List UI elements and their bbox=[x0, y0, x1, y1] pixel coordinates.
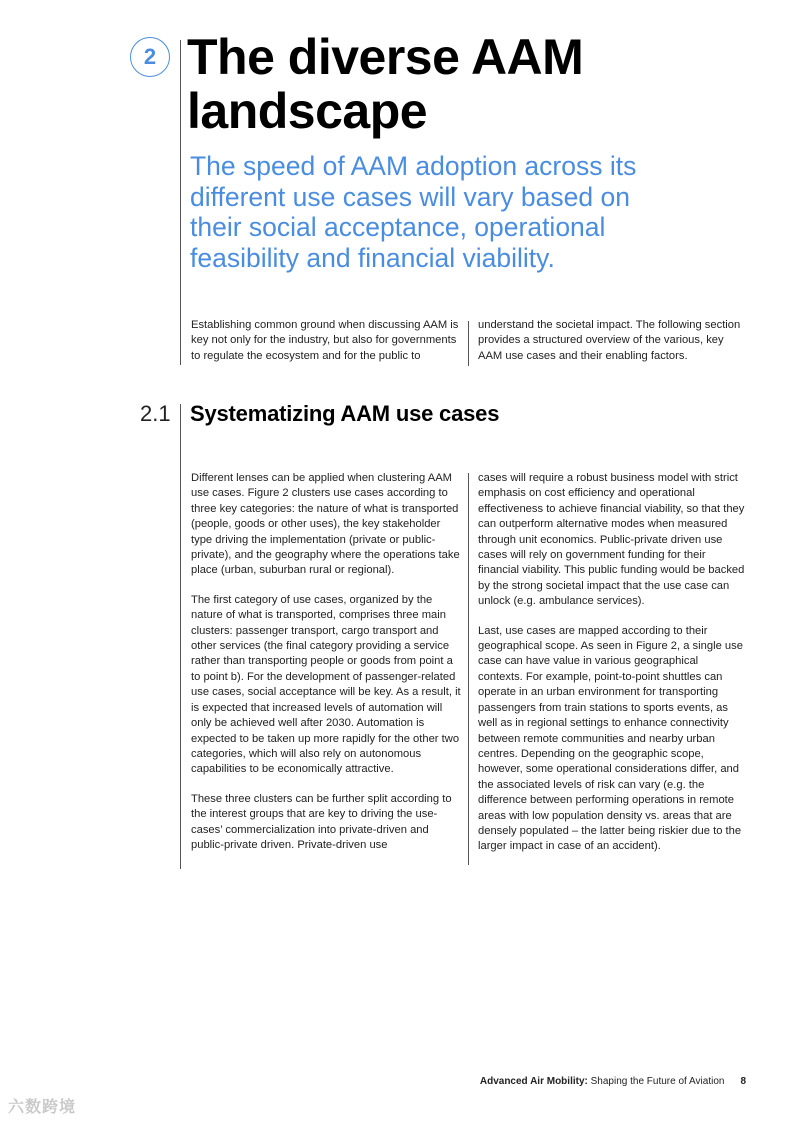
body-paragraph: The first category of use cases, organized by the nature of what is transported, comprises three main clusters: passenger transport, cargo transport and other services (the final category providing a service rather than transporting people or goods from point a to point b). For the development of passenger-related use cases, social acceptance will be key. As a result, it is expected that increased levels of automation will only be achieved well after 2030. Automation is expected to be taken up more rapidly for the other two categories, which will also rely on autonomous capabilities to be economically attractive. bbox=[191, 593, 461, 776]
section-column-right bbox=[478, 471, 746, 869]
chapter-number: 2 bbox=[143, 44, 157, 69]
body-paragraph: cases will require a robust business model with strict emphasis on cost efficiency and operational effectiveness to achieve financial viability, so that they can outperform alternative modes when measured through unit economics. Public-private driven use cases will rely on government funding for their financial viability. This public funding would be backed by the strong societal impact that the use case can unlock (e.g. ambulance services). bbox=[478, 472, 745, 608]
page-title: The diverse AAM landscape bbox=[187, 29, 584, 139]
chapter-number-badge bbox=[130, 37, 170, 77]
intro-column-left bbox=[191, 318, 461, 378]
section-number: 2.1 bbox=[140, 401, 171, 426]
intro-paragraph: Establishing common ground when discussing AAM is key not only for the industry, but also for governments to regulate the ecosystem and for the public to bbox=[191, 319, 459, 362]
section-column-divider bbox=[468, 473, 469, 865]
footer-publication: Advanced Air Mobility: bbox=[479, 1076, 588, 1087]
watermark-logo: 六数跨境 bbox=[8, 1099, 77, 1116]
chapter-divider-line bbox=[180, 40, 181, 365]
page-number: 8 bbox=[740, 1076, 746, 1087]
body-paragraph: These three clusters can be further split according to the interest groups that are key to driving the use-cases’ commercialization into private-driven and public-private driven. Private-driven use bbox=[191, 792, 452, 851]
section-column-left bbox=[191, 471, 461, 867]
body-paragraph: Different lenses can be applied when clustering AAM use cases. Figure 2 clusters use cases according to three key categories: the nature of what is transported (people, goods or other uses), the key stakeholder type driving the implementation (private or public-private), and the geography where the operations take place (urban, suburban rural or regional). bbox=[191, 472, 460, 577]
intro-column-divider bbox=[468, 321, 469, 366]
intro-paragraph: understand the societal impact. The following section provides a structured overview of the various, key AAM use cases and their enabling factors. bbox=[478, 319, 741, 362]
page-footer bbox=[420, 1076, 746, 1087]
section-divider-line bbox=[180, 404, 181, 869]
page-subtitle: The speed of AAM adoption across its different use cases will vary based on their social acceptance, operational feasibility and financial viability. bbox=[190, 151, 637, 273]
section-title: Systematizing AAM use cases bbox=[190, 401, 500, 426]
intro-column-right bbox=[478, 318, 746, 378]
footer-subtitle: Shaping the Future of Aviation bbox=[587, 1076, 725, 1087]
body-paragraph: Last, use cases are mapped according to their geographical scope. As seen in Figure 2, a single use case can have value in various geographical contexts. For example, point-to-point shuttles can operate in an urban environment for transporting passengers from train stations to sports events, as well as in regional settings to enhance connectivity between remote communities and nearby urban centres. Depending on the geographic scope, however, some operational considerations differ, and the associated levels of risk can vary (e.g. the difference between performing operations in remote areas with low population density vs. areas that are densely populated – the latter being riskier due to the larger impact in case of an accident). bbox=[478, 624, 743, 853]
